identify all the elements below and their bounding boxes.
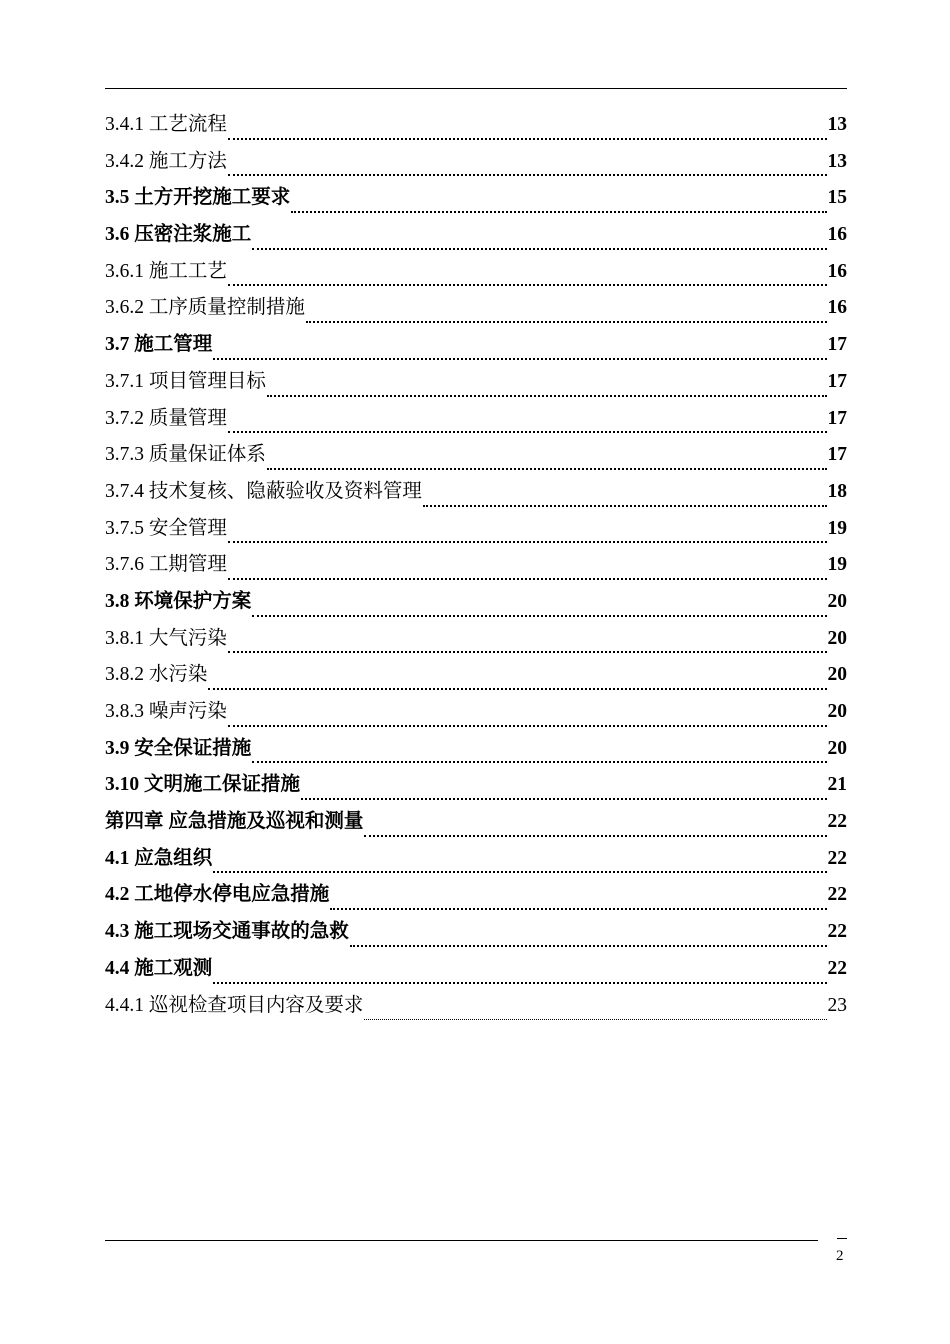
toc-leader-dots — [252, 615, 826, 617]
toc-entry[interactable] — [105, 291, 847, 328]
toc-entry-page: 22 — [827, 847, 847, 869]
toc-entry-page: 22 — [827, 811, 847, 833]
toc-entry[interactable] — [105, 108, 847, 145]
toc-leader-dots — [213, 871, 826, 873]
toc-entry-title: 3.6.1 施工工艺 — [105, 260, 227, 282]
toc-entry-page: 17 — [827, 334, 847, 356]
toc-entry[interactable] — [105, 255, 847, 292]
toc-entry-page: 16 — [827, 260, 847, 282]
toc-entry[interactable] — [105, 181, 847, 218]
toc-leader-dots — [350, 945, 827, 947]
toc-entry-title: 3.10 文明施工保证措施 — [105, 774, 301, 796]
toc-entry[interactable] — [105, 548, 847, 585]
toc-entry-page: 15 — [827, 187, 847, 209]
toc-entry-title: 4.2 工地停水停电应急措施 — [105, 884, 330, 906]
toc-entry-page: 19 — [827, 517, 847, 539]
toc-entry-title: 3.8.2 水污染 — [105, 664, 208, 686]
toc-entry-page: 22 — [827, 957, 847, 979]
toc-entry-title: 第四章 应急措施及巡视和测量 — [105, 811, 364, 833]
toc-entry-page: 21 — [827, 774, 847, 796]
toc-entry[interactable] — [105, 585, 847, 622]
toc-entry[interactable] — [105, 512, 847, 549]
toc-leader-dots — [213, 358, 826, 360]
toc-leader-dots — [228, 284, 827, 286]
footer-rule — [105, 1240, 818, 1241]
toc-leader-dots — [267, 395, 827, 397]
toc-entry-title: 3.7.4 技术复核、隐蔽验收及资料管理 — [105, 480, 422, 502]
toc-leader-dots — [228, 431, 827, 433]
toc-entry-title: 3.7.1 项目管理目标 — [105, 370, 266, 392]
toc-entry[interactable] — [105, 475, 847, 512]
toc-entry-title: 3.4.1 工艺流程 — [105, 114, 227, 135]
toc-entry-page: 20 — [827, 701, 847, 722]
page-number: 2 — [836, 1248, 844, 1264]
toc-entry-title: 3.4.2 施工方法 — [105, 150, 227, 172]
toc-entry[interactable] — [105, 365, 847, 402]
toc-entry-title: 3.8.1 大气污染 — [105, 627, 227, 649]
toc-entry-page: 19 — [827, 554, 847, 576]
toc-leader-dots — [330, 908, 826, 910]
toc-entry-title: 3.9 安全保证措施 — [105, 737, 252, 759]
toc-entry-page: 16 — [827, 224, 847, 246]
toc-entry[interactable] — [105, 768, 847, 805]
toc-entry[interactable] — [105, 218, 847, 255]
toc-entry-title: 4.3 施工现场交通事故的急救 — [105, 921, 349, 943]
toc-entry[interactable] — [105, 989, 847, 1026]
toc-entry[interactable] — [105, 952, 847, 989]
toc-entry-title: 3.7.5 安全管理 — [105, 517, 227, 539]
toc-leader-dots — [301, 798, 826, 800]
toc-leader-dots — [228, 725, 827, 727]
toc-entry-title: 3.5 土方开挖施工要求 — [105, 187, 291, 209]
toc-leader-dots — [228, 138, 827, 140]
toc-entry-page: 13 — [827, 150, 847, 172]
toc-leader-dots — [213, 982, 826, 984]
toc-entry-title: 4.1 应急组织 — [105, 847, 213, 869]
toc-leader-dots — [252, 248, 826, 250]
toc-entry-page: 17 — [827, 407, 847, 429]
footer-dash — [837, 1238, 847, 1239]
toc-entry[interactable] — [105, 695, 847, 732]
toc-entry[interactable] — [105, 842, 847, 879]
toc-leader-dots — [228, 578, 827, 580]
toc-entry-page: 13 — [827, 114, 847, 135]
toc-entry-title: 3.6.2 工序质量控制措施 — [105, 297, 305, 319]
toc-leader-dots — [208, 688, 826, 690]
toc-leader-dots — [252, 761, 826, 763]
header-rule — [105, 88, 847, 89]
toc-entry-page: 18 — [827, 480, 847, 502]
toc-entry-title: 4.4.1 巡视检查项目内容及要求 — [105, 994, 364, 1016]
toc-entry[interactable] — [105, 878, 847, 915]
toc-leader-dots — [228, 541, 827, 543]
toc-leader-dots — [423, 505, 827, 507]
toc-entry-title: 3.7.6 工期管理 — [105, 554, 227, 576]
toc-leader-dots — [291, 211, 826, 213]
toc-entry-page: 20 — [827, 590, 847, 612]
toc-leader-dots — [228, 174, 827, 176]
toc-entry-title: 3.7.3 质量保证体系 — [105, 444, 266, 466]
toc-entry[interactable] — [105, 658, 847, 695]
toc-entry-page: 16 — [827, 297, 847, 319]
toc-entry-page: 17 — [827, 444, 847, 466]
toc-entry[interactable] — [105, 438, 847, 475]
toc-entry-page: 22 — [827, 921, 847, 943]
toc-entry[interactable] — [105, 622, 847, 659]
toc-entry-title: 3.8 环境保护方案 — [105, 590, 252, 612]
toc-entry-title: 4.4 施工观测 — [105, 957, 213, 979]
toc-entry[interactable] — [105, 805, 847, 842]
toc-leader-dots — [364, 835, 826, 837]
toc-leader-dots — [267, 468, 827, 470]
toc-leader-dots — [306, 321, 827, 323]
table-of-contents — [105, 108, 847, 1025]
toc-leader-dots — [228, 651, 827, 653]
toc-entry-page: 17 — [827, 370, 847, 392]
toc-entry-title: 3.7.2 质量管理 — [105, 407, 227, 429]
toc-entry[interactable] — [105, 732, 847, 769]
toc-entry-title: 3.6 压密注浆施工 — [105, 224, 252, 246]
toc-entry[interactable] — [105, 328, 847, 365]
toc-entry-title: 3.8.3 噪声污染 — [105, 701, 227, 722]
toc-entry-page: 22 — [827, 884, 847, 906]
toc-entry[interactable] — [105, 402, 847, 439]
toc-entry[interactable] — [105, 915, 847, 952]
toc-entry-page: 20 — [827, 737, 847, 759]
toc-entry[interactable] — [105, 145, 847, 182]
toc-entry-title: 3.7 施工管理 — [105, 334, 213, 356]
toc-entry-page: 20 — [827, 664, 847, 686]
toc-entry-page: 23 — [827, 994, 847, 1016]
toc-leader-dots — [364, 1019, 826, 1020]
toc-entry-page: 20 — [827, 627, 847, 649]
